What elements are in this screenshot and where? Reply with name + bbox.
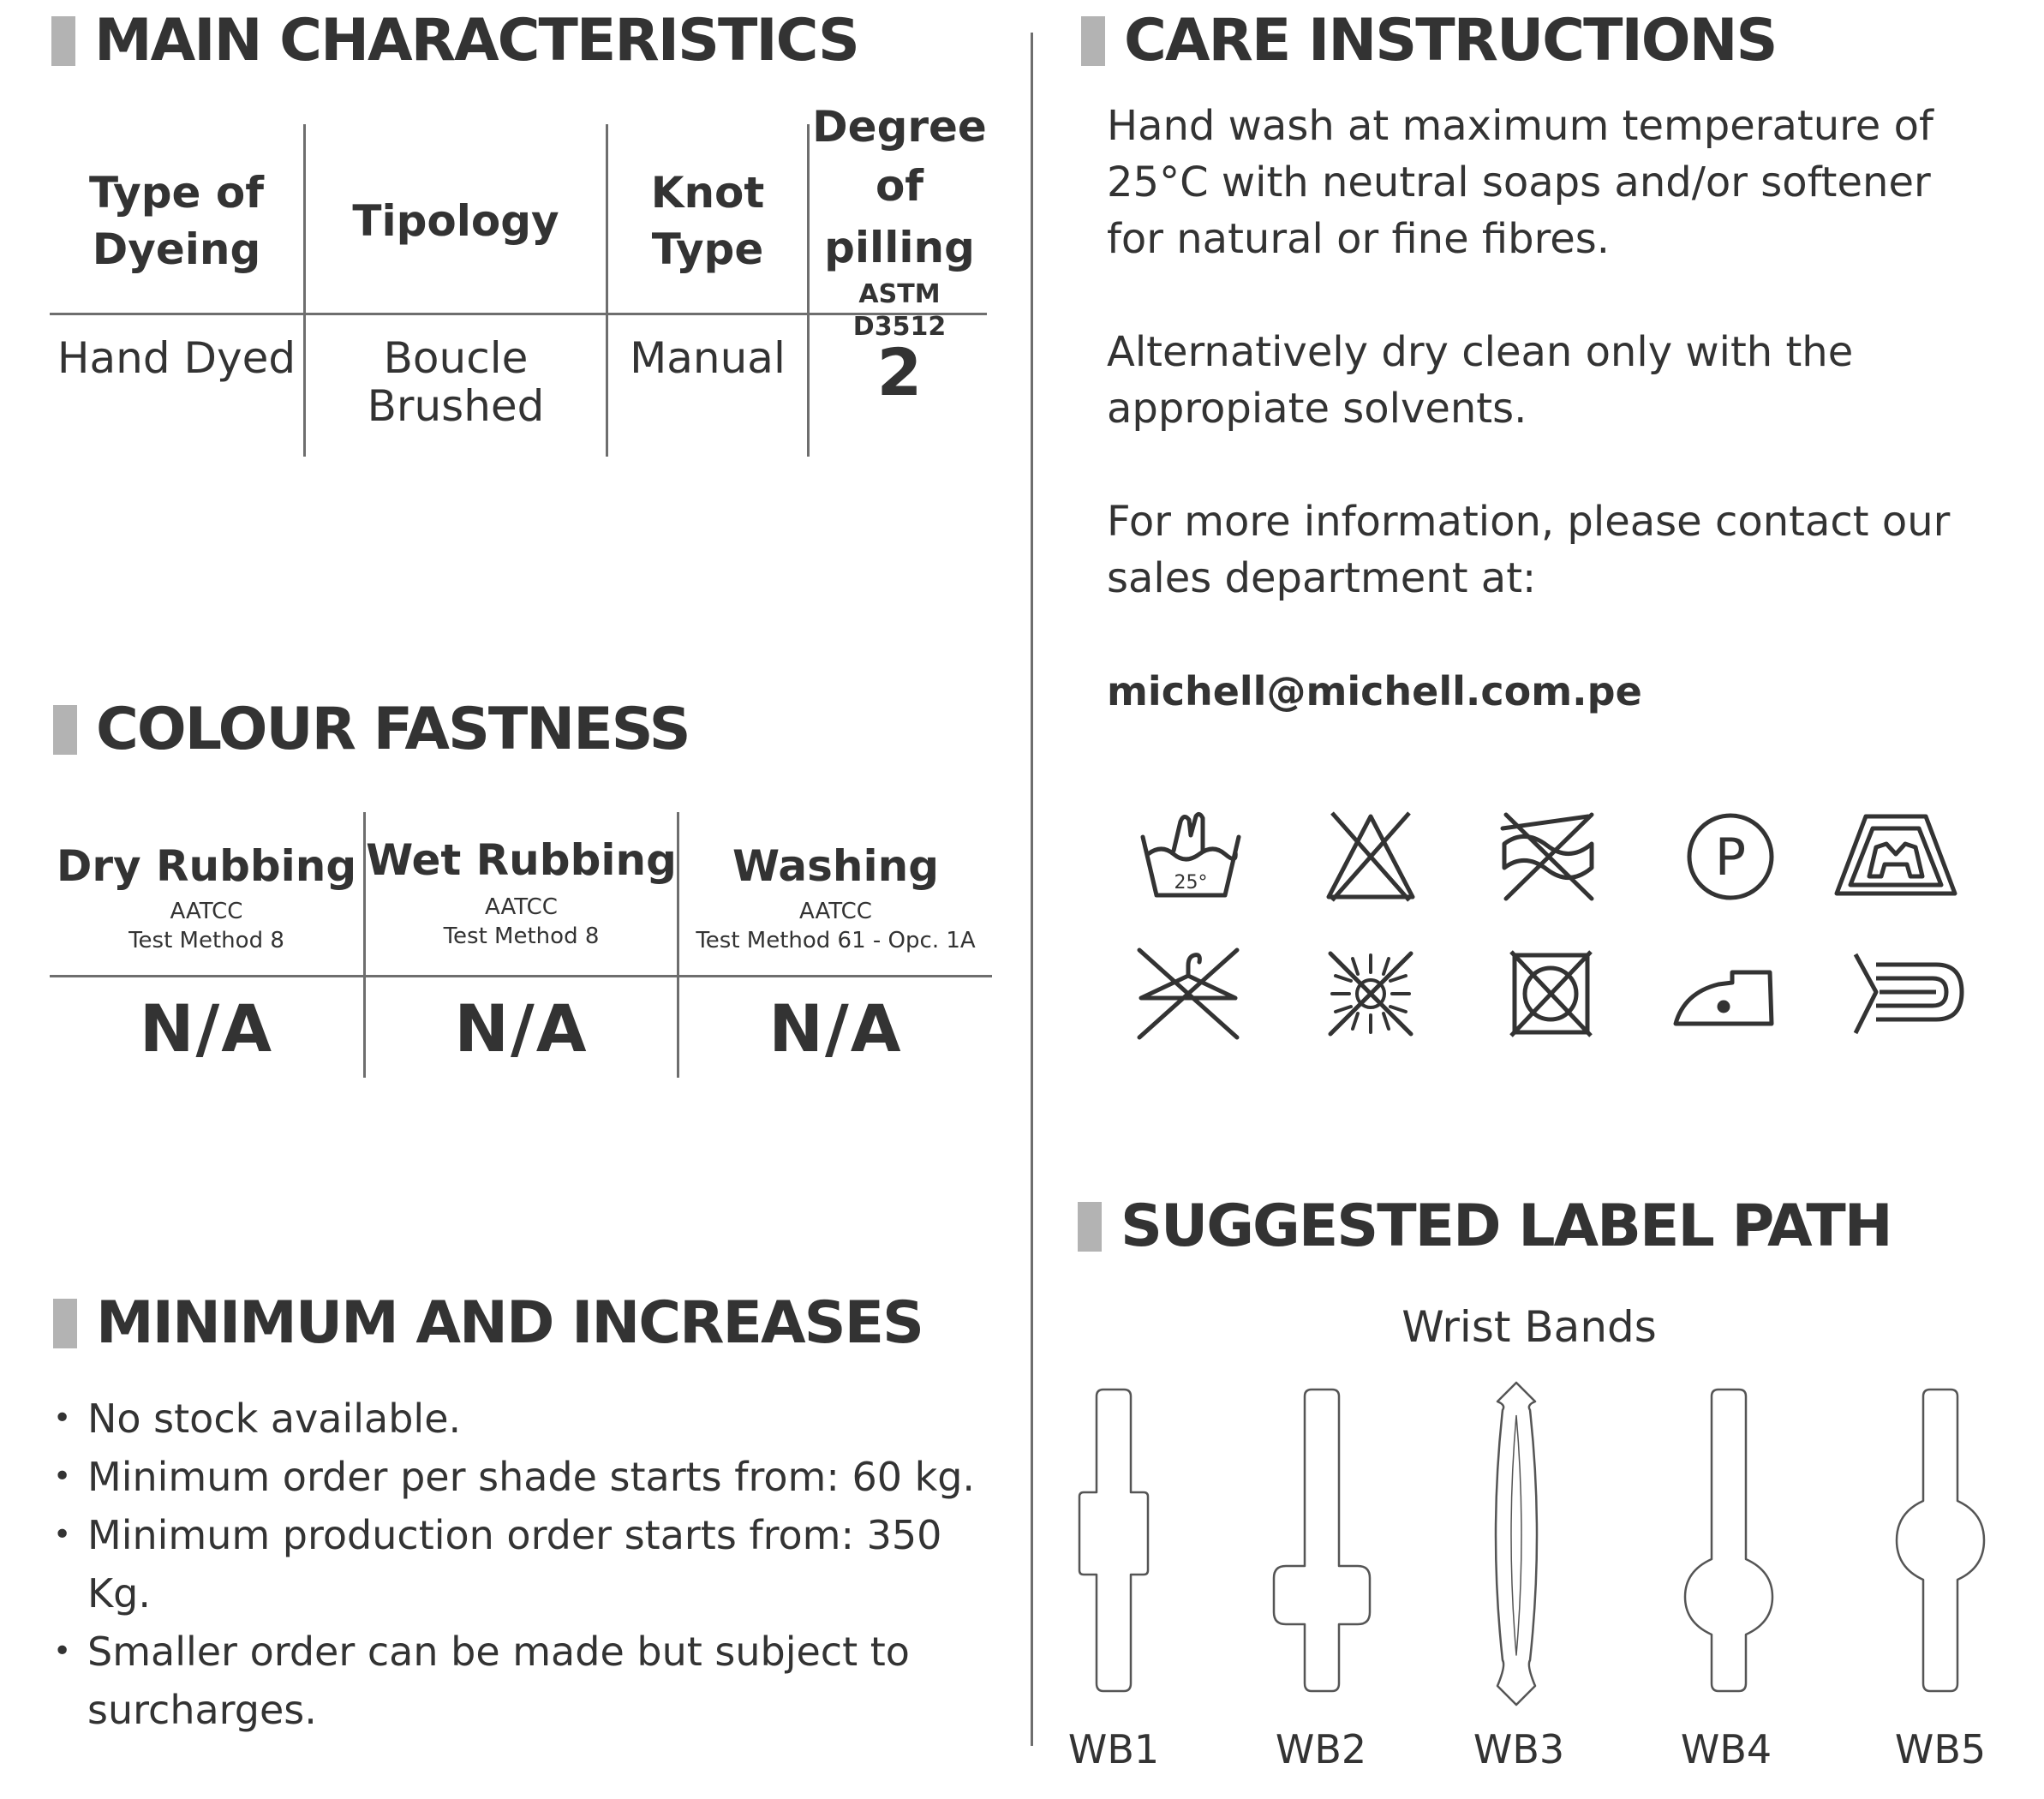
value-type-of-dyeing xyxy=(50,334,303,454)
header-degree-of-pilling xyxy=(810,101,989,342)
care-line: Hand wash at maximum temperature of xyxy=(1107,102,1933,150)
header-dry-rubbing xyxy=(50,831,363,959)
value-line: Manual xyxy=(630,333,786,383)
do-not-steam-icon xyxy=(1850,949,1966,1039)
label-path-heading xyxy=(1078,1192,1892,1260)
header-washing xyxy=(679,831,992,959)
value-line: Hand Dyed xyxy=(57,333,296,383)
wristband-label: WB2 xyxy=(1275,1726,1367,1772)
colour-fastness-heading xyxy=(53,696,690,763)
section-title: MINIMUM AND INCREASES xyxy=(96,1289,923,1357)
value-tipology xyxy=(306,334,606,454)
header-wet-rubbing xyxy=(366,818,677,959)
header-line: of pilling xyxy=(824,160,975,272)
header-type-of-dyeing xyxy=(50,128,303,313)
header-subline: AATCC xyxy=(170,899,243,924)
contact-email[interactable]: michell@michell.com.pe xyxy=(1107,668,1642,714)
heading-bar xyxy=(53,705,77,755)
section-title: CARE INSTRUCTIONS xyxy=(1124,7,1777,75)
value-line: N/A xyxy=(768,989,903,1067)
heading-bar xyxy=(1078,1202,1102,1252)
header-subline: AATCC xyxy=(485,894,558,920)
care-line: For more information, please contact our xyxy=(1107,498,1951,546)
label-path-subtitle: Wrist Bands xyxy=(1402,1302,1657,1352)
iron-low-icon xyxy=(1670,955,1778,1032)
section-title: SUGGESTED LABEL PATH xyxy=(1121,1192,1892,1260)
value-line: 2 xyxy=(876,334,923,410)
header-subline: AATCC xyxy=(799,899,872,924)
hand-wash-icon xyxy=(1139,810,1242,904)
header-line: Dyeing xyxy=(92,224,261,274)
care-line: for natural or fine fibres. xyxy=(1107,215,1611,263)
wristband-wb1 xyxy=(1075,1388,1152,1700)
header-subline: ASTM D3512 xyxy=(852,278,947,342)
value-degree-of-pilling xyxy=(810,334,989,437)
column-divider xyxy=(1031,33,1033,1746)
wash-temperature: 25° xyxy=(1174,872,1208,894)
minimum-list xyxy=(51,1390,977,1739)
header-line: Knot xyxy=(650,167,765,218)
heading-bar xyxy=(1081,16,1105,66)
minimum-increases-heading xyxy=(53,1289,923,1357)
list-item: • No stock available. xyxy=(51,1390,977,1448)
wristband-label: WB4 xyxy=(1680,1726,1772,1772)
header-knot-type xyxy=(608,128,807,313)
main-characteristics-heading xyxy=(51,7,858,75)
list-item: • Minimum production order starts from: 350 Kg. xyxy=(51,1506,977,1623)
header-subline: Test Method 8 xyxy=(128,928,284,953)
value-washing xyxy=(679,985,992,1071)
header-tipology xyxy=(306,128,606,313)
header-line: Type of xyxy=(89,167,264,218)
header-line: Wet Rubbing xyxy=(366,834,677,885)
header-subline: Test Method 61 - Opc. 1A xyxy=(696,928,976,953)
dry-clean-letter: P xyxy=(1714,828,1747,888)
wristband-wb3 xyxy=(1473,1381,1559,1710)
care-line: Alternatively dry clean only with the xyxy=(1107,328,1854,376)
dry-flat-icon xyxy=(1832,810,1960,904)
care-line: sales department at: xyxy=(1107,554,1537,602)
wristband-wb5 xyxy=(1893,1388,1987,1700)
care-line: 25°C with neutral soaps and/or softener xyxy=(1107,158,1931,206)
spacer xyxy=(1107,437,2015,493)
wristband-wb2 xyxy=(1270,1388,1373,1700)
wristband-wb4 xyxy=(1682,1388,1776,1700)
value-dry-rubbing xyxy=(50,985,363,1071)
dry-clean-p-icon xyxy=(1683,810,1778,904)
header-line: Dry Rubbing xyxy=(56,841,357,891)
spacer xyxy=(1107,267,2015,324)
header-line: Degree xyxy=(812,101,987,152)
value-line: N/A xyxy=(139,989,274,1067)
care-text xyxy=(1107,98,2015,607)
section-title: COLOUR FASTNESS xyxy=(96,696,690,763)
value-line: Brushed xyxy=(367,381,545,431)
heading-bar xyxy=(51,16,75,66)
do-not-wring-icon xyxy=(1499,810,1598,904)
heading-bar xyxy=(53,1299,77,1348)
section-title: MAIN CHARACTERISTICS xyxy=(94,7,858,75)
header-line: Washing xyxy=(732,841,939,891)
care-line: appropiate solvents. xyxy=(1107,385,1527,433)
do-not-sun-dry-icon xyxy=(1324,947,1418,1041)
care-instructions-heading xyxy=(1081,7,1776,75)
list-item: • Smaller order can be made but subject to surcharges. xyxy=(51,1623,977,1739)
header-line: Type xyxy=(651,224,764,274)
header-subline: Test Method 8 xyxy=(443,923,600,949)
wristband-label: WB1 xyxy=(1067,1726,1160,1772)
value-wet-rubbing xyxy=(366,985,677,1071)
do-not-bleach-icon xyxy=(1324,810,1418,904)
value-line: Boucle xyxy=(383,333,529,383)
wristband-label: WB5 xyxy=(1894,1726,1987,1772)
do-not-hang-dry-icon xyxy=(1133,947,1244,1041)
value-knot-type xyxy=(608,334,807,454)
list-item: • Minimum order per shade starts from: 60 kg. xyxy=(51,1448,977,1506)
header-line: Tipology xyxy=(352,195,559,246)
wristband-label: WB3 xyxy=(1473,1726,1565,1772)
do-not-tumble-dry-icon xyxy=(1506,947,1596,1041)
table-rule xyxy=(50,975,992,977)
value-line: N/A xyxy=(454,989,589,1067)
